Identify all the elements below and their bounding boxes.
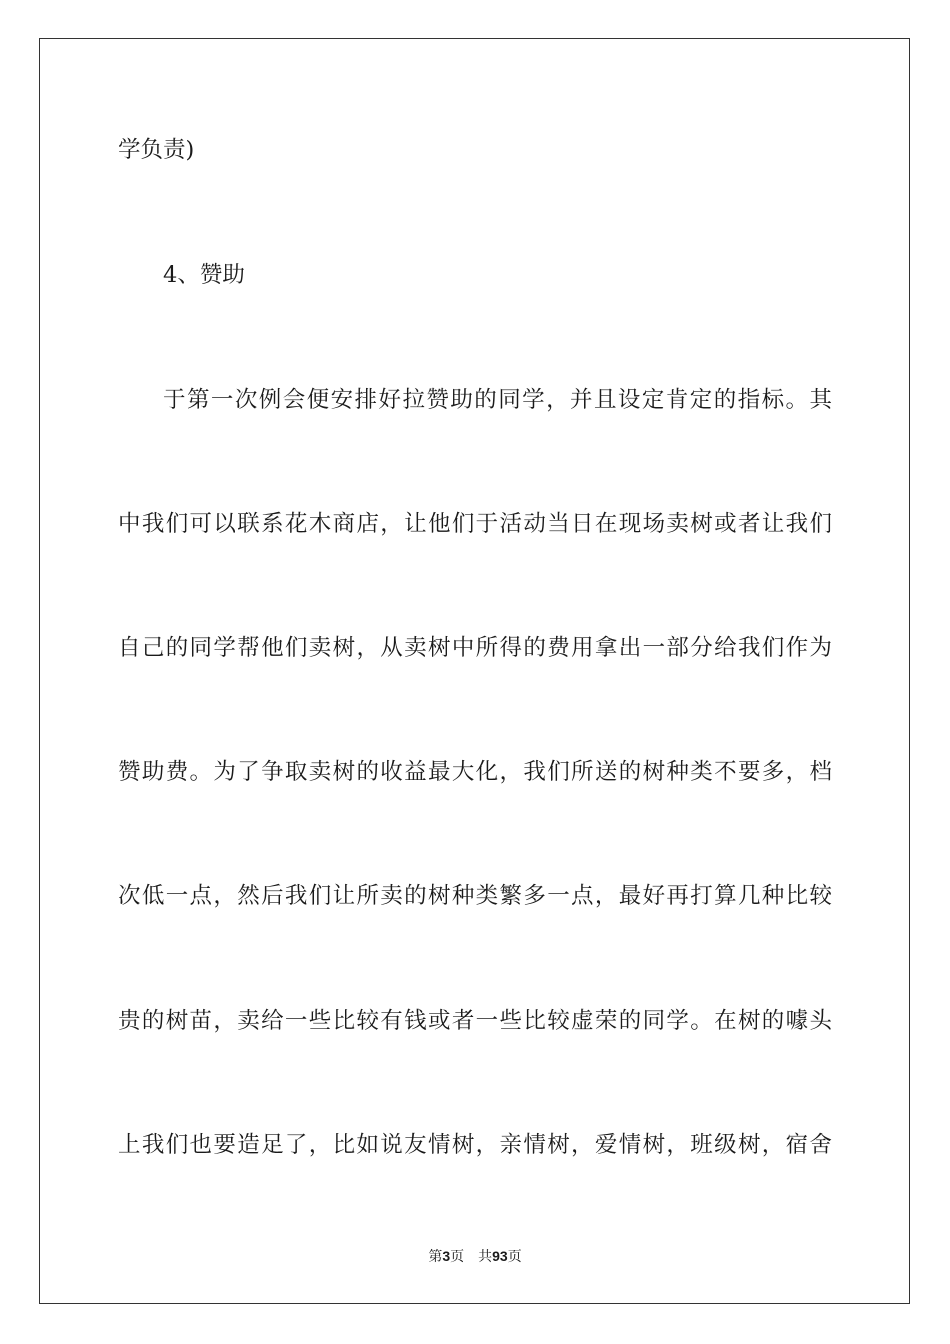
paragraph-line-3: 自己的同学帮他们卖树，从卖树中所得的费用拿出一部分给我们作为: [118, 635, 832, 661]
page-number: 3: [442, 1248, 451, 1264]
paragraph-line-2: 中我们可以联系花木商店，让他们于活动当日在现场卖树或者让我们: [118, 511, 832, 537]
paragraph-line-6: 贵的树苗，卖给一些比较有钱或者一些比较虚荣的同学。在树的噱头: [118, 1008, 832, 1034]
page-footer: [0, 1246, 950, 1267]
paragraph-line-4: 赞助费。为了争取卖树的收益最大化，我们所送的树种类不要多，档: [118, 759, 832, 785]
paragraph-line-1: 于第一次例会便安排好拉赞助的同学，并且设定肯定的指标。其: [163, 387, 832, 413]
paragraph-line-5: 次低一点，然后我们让所卖的树种类繁多一点，最好再打算几种比较: [118, 883, 832, 909]
page-border: [39, 38, 910, 1304]
total-pages: 93: [492, 1248, 508, 1264]
text-line-1: 学负责): [118, 137, 195, 163]
total-prefix: 共: [478, 1249, 493, 1265]
page-suffix: 页: [450, 1249, 465, 1265]
page-prefix: 第: [428, 1249, 443, 1265]
section-heading-sponsorship: 4、赞助: [163, 262, 245, 288]
paragraph-line-7: 上我们也要造足了，比如说友情树，亲情树，爱情树，班级树，宿舍: [118, 1132, 832, 1158]
total-suffix: 页: [507, 1249, 522, 1265]
